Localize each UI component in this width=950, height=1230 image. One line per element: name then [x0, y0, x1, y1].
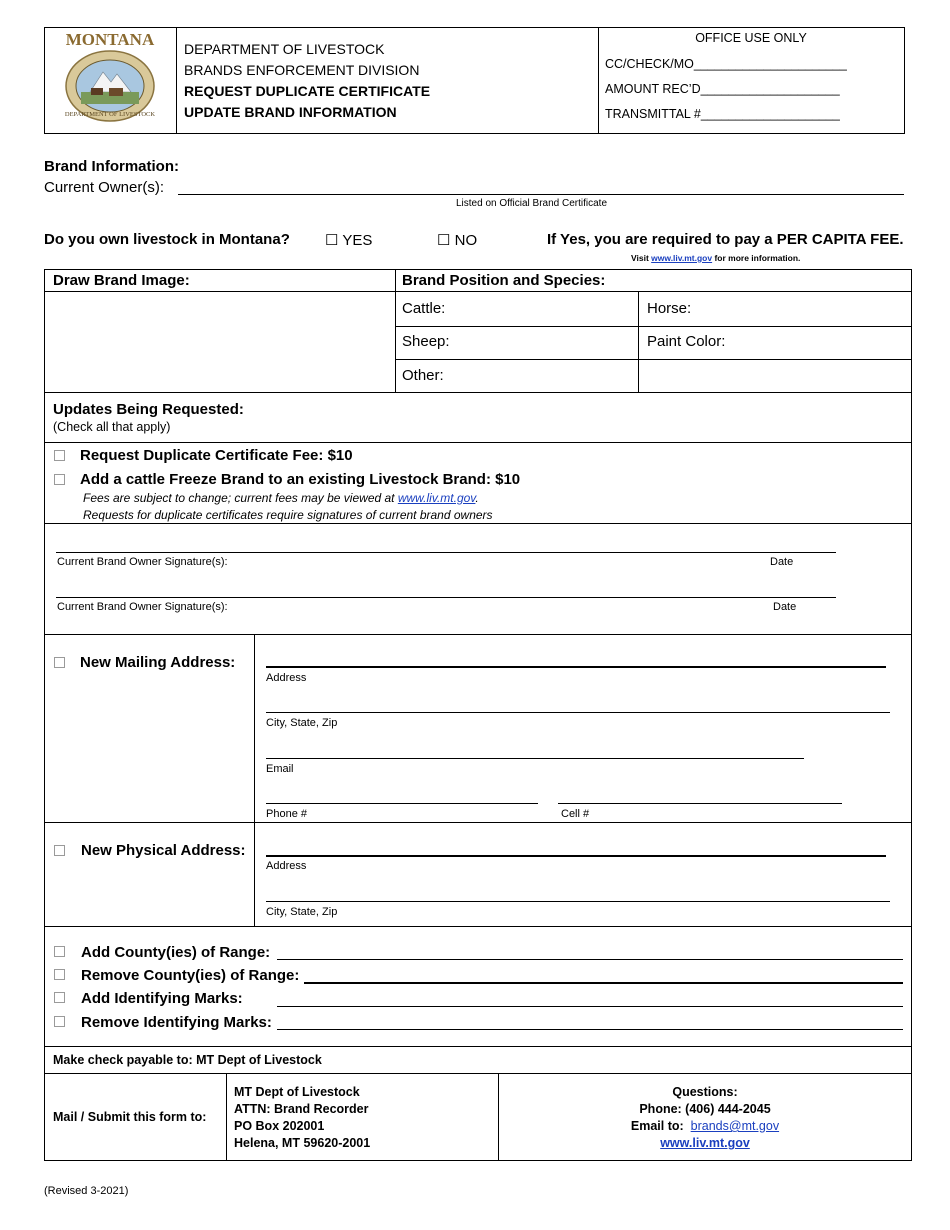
email-label: Email to:: [630, 1119, 684, 1133]
owner-note: Listed on Official Brand Certificate: [456, 198, 608, 209]
website-link[interactable]: www.liv.mt.gov: [660, 1136, 750, 1150]
remove-marks-label: Remove Identifying Marks:: [81, 1014, 272, 1031]
mail-address-line-3: PO Box 202001: [234, 1119, 325, 1133]
per-capita-fee-note: If Yes, you are required to pay a PER CAPITA FEE.: [547, 231, 904, 248]
title-cell: [176, 28, 599, 133]
fee-note: [83, 491, 479, 505]
dept-name: DEPARTMENT OF LIVESTOCK: [184, 41, 385, 57]
mailing-phone-caption: Phone #: [266, 808, 307, 820]
physical-address-checkbox[interactable]: [54, 845, 65, 856]
remove-county-input[interactable]: [304, 982, 903, 984]
mailing-address-checkbox[interactable]: [54, 657, 65, 668]
draw-brand-area[interactable]: [46, 292, 395, 392]
mail-submit-label: Mail / Submit this form to:: [53, 1110, 207, 1124]
email-link[interactable]: brands@mt.gov: [690, 1119, 780, 1133]
freeze-brand-label: Add a cattle Freeze Brand to an existing Livestock Brand: $10: [80, 471, 521, 488]
physical-address-caption: Address: [266, 860, 307, 872]
brand-position-label: Brand Position and Species:: [402, 272, 606, 289]
questions-email-row: [499, 1118, 911, 1135]
logo-cell: [45, 28, 177, 133]
mailing-email-caption: Email: [266, 763, 294, 775]
add-marks-checkbox[interactable]: [54, 992, 65, 1003]
fee-note-prefix: Fees are subject to change; current fees may be viewed at: [83, 491, 398, 505]
physical-city-caption: City, State, Zip: [266, 906, 338, 918]
remove-county-checkbox[interactable]: [54, 969, 65, 980]
logo-title: MONTANA: [65, 30, 155, 49]
sheep-field[interactable]: Sheep:: [402, 333, 450, 350]
duplicate-cert-label: Request Duplicate Certificate Fee: $10: [80, 447, 353, 464]
physical-address-label: New Physical Address:: [81, 842, 246, 859]
other-field[interactable]: Other:: [402, 367, 444, 384]
questions-phone: Phone: (406) 444-2045: [639, 1102, 771, 1116]
add-marks-input[interactable]: [277, 1006, 903, 1007]
add-county-label: Add County(ies) of Range:: [81, 944, 271, 961]
current-owner-input[interactable]: [178, 194, 904, 195]
visit-link[interactable]: www.liv.mt.gov: [651, 253, 713, 263]
form-header: [44, 27, 905, 134]
visit-prefix: Visit: [631, 253, 652, 263]
logo-ring-text: DEPARTMENT OF LIVESTOCK: [64, 111, 156, 118]
division-name: BRANDS ENFORCEMENT DIVISION: [184, 62, 420, 78]
mailing-address-caption: Address: [266, 672, 307, 684]
livestock-yes-checkbox[interactable]: ☐ YES: [325, 232, 373, 249]
brand-info-heading: Brand Information:: [44, 158, 179, 175]
duplicate-signature-note: Requests for duplicate certificates require signatures of current brand owners: [83, 508, 493, 522]
mail-address-line-2: ATTN: Brand Recorder: [234, 1102, 369, 1116]
updates-heading: Updates Being Requested:: [53, 401, 244, 418]
paint-color-field[interactable]: Paint Color:: [647, 333, 726, 350]
signature-line-1[interactable]: [56, 552, 836, 553]
mailing-address-label: New Mailing Address:: [80, 654, 236, 671]
add-county-input[interactable]: [277, 959, 903, 960]
add-marks-label: Add Identifying Marks:: [81, 990, 243, 1007]
horse-field[interactable]: Horse:: [647, 300, 692, 317]
fee-note-suffix: .: [475, 491, 479, 505]
office-row-amount[interactable]: AMOUNT REC’D____________________: [605, 82, 840, 96]
mailing-city-caption: City, State, Zip: [266, 717, 338, 729]
revised-note: (Revised 3-2021): [44, 1185, 129, 1197]
remove-marks-input[interactable]: [277, 1029, 903, 1030]
mailing-phone-input[interactable]: [266, 803, 538, 804]
mailing-cell-caption: Cell #: [561, 808, 590, 820]
draw-brand-label: Draw Brand Image:: [53, 272, 190, 289]
questions-heading: Questions:: [672, 1085, 738, 1099]
physical-city-input[interactable]: [266, 901, 890, 902]
form-title: REQUEST DUPLICATE CERTIFICATE: [184, 83, 431, 99]
mail-address-line-1: MT Dept of Livestock: [234, 1085, 360, 1099]
cattle-field[interactable]: Cattle:: [402, 300, 446, 317]
signature-line-2[interactable]: [56, 597, 836, 598]
mail-address-block: [234, 1084, 370, 1152]
freeze-brand-checkbox[interactable]: [54, 474, 65, 485]
office-use-title: OFFICE USE ONLY: [695, 31, 807, 45]
physical-address-input[interactable]: [266, 855, 886, 857]
signature-date-label-1: Date: [770, 556, 794, 568]
visit-suffix: for more information.: [712, 253, 801, 263]
signature-label-2: Current Brand Owner Signature(s):: [57, 601, 228, 613]
mailing-city-input[interactable]: [266, 712, 890, 713]
montana-dol-logo: [45, 28, 176, 133]
mailing-email-input[interactable]: [266, 758, 804, 759]
office-row-check[interactable]: CC/CHECK/MO______________________: [605, 57, 847, 71]
office-use-cell: [598, 28, 904, 133]
livestock-no-checkbox[interactable]: ☐ NO: [437, 232, 478, 249]
mail-address-line-4: Helena, MT 59620-2001: [234, 1136, 371, 1150]
current-owner-label: Current Owner(s):: [44, 179, 165, 196]
remove-county-label: Remove County(ies) of Range:: [81, 967, 300, 984]
signature-date-label-2: Date: [773, 601, 797, 613]
check-payable-note: Make check payable to: MT Dept of Livestock: [53, 1053, 322, 1067]
updates-subheading: (Check all that apply): [53, 420, 171, 434]
questions-block: [499, 1084, 911, 1152]
form-subtitle: UPDATE BRAND INFORMATION: [184, 104, 397, 120]
add-county-checkbox[interactable]: [54, 946, 65, 957]
signature-label-1: Current Brand Owner Signature(s):: [57, 556, 228, 568]
visit-note: [631, 253, 800, 263]
livestock-question: Do you own livestock in Montana?: [44, 231, 290, 248]
office-row-transmittal[interactable]: TRANSMITTAL #____________________: [605, 107, 840, 121]
brand-table: [44, 269, 912, 393]
fee-note-link[interactable]: www.liv.mt.gov: [397, 491, 476, 505]
mailing-address-input[interactable]: [266, 666, 886, 668]
duplicate-cert-checkbox[interactable]: [54, 450, 65, 461]
remove-marks-checkbox[interactable]: [54, 1016, 65, 1027]
mailing-cell-input[interactable]: [558, 803, 842, 804]
